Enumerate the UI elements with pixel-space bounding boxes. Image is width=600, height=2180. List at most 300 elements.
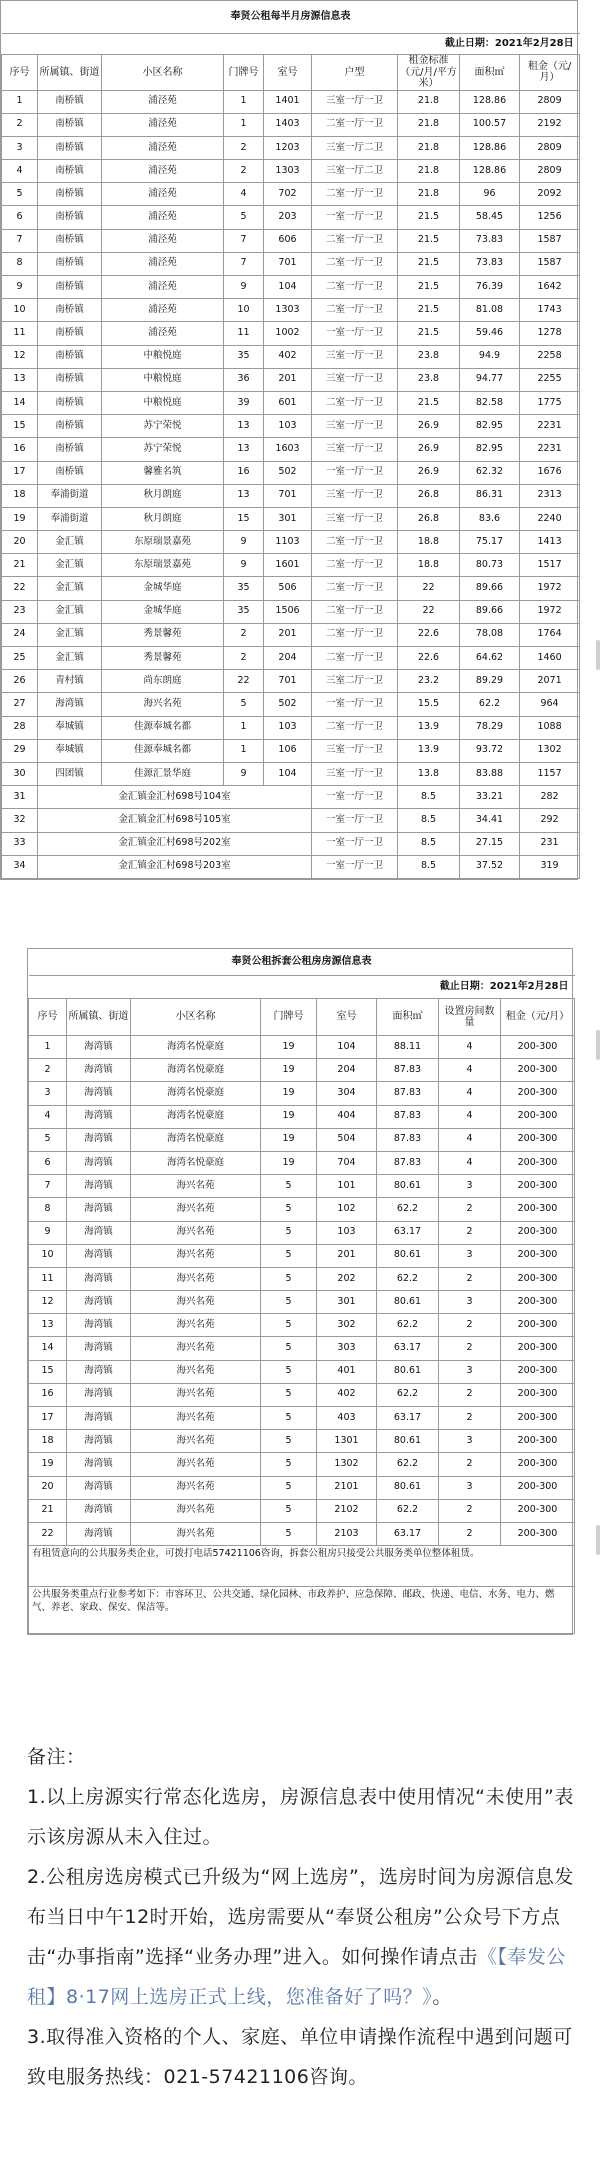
table-cell: 三室二厅一卫 (312, 670, 398, 693)
table-cell: 104 (317, 1036, 377, 1059)
table-cell: 2 (439, 1221, 501, 1244)
table-title: 奉贤公租每半月房源信息表 (2, 1, 580, 34)
table-cell: 104 (264, 276, 312, 299)
table-cell: 苏宁荣悦 (102, 438, 224, 461)
table-cell: 13.9 (398, 716, 460, 739)
table-row (29, 1522, 575, 1545)
table-cell: 三室一厅一卫 (312, 438, 398, 461)
table-cell: 2231 (520, 415, 580, 438)
table-row (2, 832, 580, 855)
table-cell: 一室一厅一卫 (312, 809, 398, 832)
table-cell: 1642 (520, 276, 580, 299)
notes-section (27, 1737, 577, 2097)
table-cell: 5 (261, 1337, 317, 1360)
table-cell: 5 (261, 1383, 317, 1406)
table-cell: 402 (317, 1383, 377, 1406)
table-cell: 101 (317, 1175, 377, 1198)
table-cell: 海兴名苑 (131, 1267, 261, 1290)
table-row (2, 391, 580, 414)
table-cell: 6 (2, 206, 38, 229)
table-cell: 海湾镇 (67, 1522, 131, 1545)
table-cell: 南桥镇 (38, 345, 102, 368)
table-cell: 12 (29, 1291, 67, 1314)
table-cell: 36 (224, 368, 264, 391)
table-cell: 75.17 (460, 531, 520, 554)
table-cell: 23.8 (398, 345, 460, 368)
table-cell: 三室一厅一卫 (312, 762, 398, 785)
table-cell: 海兴名苑 (131, 1244, 261, 1267)
table-row (2, 345, 580, 368)
table-cell: 海兴名苑 (131, 1383, 261, 1406)
table-cell: 2 (224, 136, 264, 159)
table-cell: 9 (224, 531, 264, 554)
table-cell: 26 (2, 670, 38, 693)
table-cell: 16 (2, 438, 38, 461)
table-cell: 南桥镇 (38, 299, 102, 322)
table-cell: 58.45 (460, 206, 520, 229)
table-cell: 200-300 (501, 1221, 575, 1244)
table-cell: 5 (261, 1244, 317, 1267)
table-row (2, 276, 580, 299)
notes-heading: 备注： (27, 1746, 86, 1768)
scroll-indicator[interactable] (596, 640, 600, 670)
table-cell: 1460 (520, 647, 580, 670)
table-cell: 1103 (264, 531, 312, 554)
table-cell: 中粮悦庭 (102, 345, 224, 368)
table-footnote: 有租赁意向的公共服务类企业，可拨打电话57421106咨询，拆套公租房只接受公共服务类单位整体租赁。 (29, 1546, 575, 1587)
table-cell: 1743 (520, 299, 580, 322)
table-cell: 2 (439, 1198, 501, 1221)
table-cell: 佳源汇景华庭 (102, 762, 224, 785)
table-cell: 2 (2, 113, 38, 136)
table-cell: 1157 (520, 762, 580, 785)
table-cell: 62.2 (377, 1453, 439, 1476)
table-cell: 奉城镇 (38, 716, 102, 739)
table-cell: 22 (29, 1522, 67, 1545)
table-cell: 2809 (520, 90, 580, 113)
table-cell: 82.95 (460, 438, 520, 461)
table-cell: 18 (2, 484, 38, 507)
table-row (2, 762, 580, 785)
table-cell: 海兴名苑 (131, 1337, 261, 1360)
table-cell: 4 (439, 1036, 501, 1059)
table-cell: 海湾镇 (67, 1175, 131, 1198)
table-cell: 一室一厅一卫 (312, 322, 398, 345)
table-cell: 200-300 (501, 1059, 575, 1082)
table-row (2, 113, 580, 136)
table-body (29, 1036, 575, 1546)
table-cell: 金城华庭 (102, 600, 224, 623)
table-cell: 34.41 (460, 809, 520, 832)
table-cell: 62.2 (377, 1383, 439, 1406)
table-cell: 海湾镇 (38, 693, 102, 716)
table-cell: 403 (317, 1407, 377, 1430)
table-cell: 1506 (264, 600, 312, 623)
table-cell: 二室一厅一卫 (312, 554, 398, 577)
table-cell: 200-300 (501, 1036, 575, 1059)
table-cell: 22.6 (398, 647, 460, 670)
table-cell: 1002 (264, 322, 312, 345)
table-cell: 二室一厅一卫 (312, 623, 398, 646)
table-cell: 5 (261, 1267, 317, 1290)
table-cell: 海兴名苑 (102, 693, 224, 716)
table-cell: 2809 (520, 160, 580, 183)
table-cell: 2 (439, 1522, 501, 1545)
table-cell: 海兴名苑 (131, 1175, 261, 1198)
table-cell: 19 (2, 507, 38, 530)
table-cell: 26.9 (398, 461, 460, 484)
table-cell: 22 (398, 577, 460, 600)
table-cell: 海湾镇 (67, 1198, 131, 1221)
table-cell: 馨雅名筑 (102, 461, 224, 484)
table-cell: 200-300 (501, 1198, 575, 1221)
table-cell: 1302 (317, 1453, 377, 1476)
article-link[interactable]: 《【奉发公租】8·17网上选房正式上线，您准备好了吗？》 (27, 1946, 566, 2008)
table-cell: 10 (224, 299, 264, 322)
table-cell: 秀景馨苑 (102, 647, 224, 670)
table-cell: 海兴名苑 (131, 1314, 261, 1337)
table-cell: 4 (439, 1105, 501, 1128)
table-row (2, 670, 580, 693)
table-cell: 200-300 (501, 1407, 575, 1430)
table-cell: 87.83 (377, 1082, 439, 1105)
table-cell: 81.08 (460, 299, 520, 322)
table-cell: 21.8 (398, 160, 460, 183)
table-cell: 19 (261, 1082, 317, 1105)
table-row (29, 1383, 575, 1406)
table-cell: 三室一厅二卫 (312, 136, 398, 159)
table-cell: 三室一厅一卫 (312, 739, 398, 762)
note-item-3: 3.取得准入资格的个人、家庭、单位申请操作流程中遇到问题可致电服务热线：021-57421106咨询。 (27, 2026, 573, 2088)
table-cell: 4 (439, 1059, 501, 1082)
column-header: 租金标准（元/月/平方米） (398, 55, 460, 91)
table-cell: 59.46 (460, 322, 520, 345)
table-cell: 200-300 (501, 1337, 575, 1360)
table-cell: 13 (2, 368, 38, 391)
table-cell: 204 (317, 1059, 377, 1082)
table-row (29, 1453, 575, 1476)
table-cell: 2092 (520, 183, 580, 206)
table-cell: 2 (224, 160, 264, 183)
table-row (2, 136, 580, 159)
table-cell: 32 (2, 809, 38, 832)
table-cell: 5 (261, 1499, 317, 1522)
table-cell: 63.17 (377, 1407, 439, 1430)
column-header: 租金（元/月） (501, 999, 575, 1036)
table-cell: 201 (264, 623, 312, 646)
table-cell: 三室一厅一卫 (312, 484, 398, 507)
table-cell: 7 (224, 229, 264, 252)
table-row (29, 1314, 575, 1337)
table-cell: 14 (2, 391, 38, 414)
table-cell: 1303 (264, 160, 312, 183)
table-cell: 金汇镇 (38, 554, 102, 577)
table-cell: 80.73 (460, 554, 520, 577)
table-row (29, 1476, 575, 1499)
table-cell: 601 (264, 391, 312, 414)
table-cell: 南桥镇 (38, 136, 102, 159)
table-cell: 1587 (520, 252, 580, 275)
table-row (2, 461, 580, 484)
table-cell: 103 (264, 716, 312, 739)
table-cell: 奉城镇 (38, 739, 102, 762)
table-cell: 海湾镇 (67, 1221, 131, 1244)
table-cell: 402 (264, 345, 312, 368)
column-header: 户型 (312, 55, 398, 91)
table-cell: 1 (224, 90, 264, 113)
table-footnote: 公共服务类重点行业参考如下：市容环卫、公共交通、绿化园林、市政养护、应急保障、邮政、快递、电信、水务、电力、燃气、养老、家政、保安、保洁等。 (29, 1587, 575, 1634)
table-cell: 89.66 (460, 600, 520, 623)
table-row (29, 1407, 575, 1430)
table-cell: 82.95 (460, 415, 520, 438)
table-cell: 23 (2, 600, 38, 623)
table-cell: 22 (398, 600, 460, 623)
table-cell: 2 (439, 1267, 501, 1290)
column-header: 租金（元/月） (520, 55, 580, 91)
table-cell: 3 (439, 1476, 501, 1499)
table-cell: 海湾名悦豪庭 (131, 1082, 261, 1105)
table-cell: 200-300 (501, 1360, 575, 1383)
table-cell: 200-300 (501, 1291, 575, 1314)
table-cell: 200-300 (501, 1499, 575, 1522)
table-cell: 8.5 (398, 809, 460, 832)
table-cell: 13.9 (398, 739, 460, 762)
table-row (2, 368, 580, 391)
table-cell: 5 (261, 1175, 317, 1198)
table-cell: 80.61 (377, 1244, 439, 1267)
table-cell: 73.83 (460, 252, 520, 275)
table-cell: 一室一厅一卫 (312, 786, 398, 809)
table-cell: 5 (261, 1360, 317, 1383)
table-cell: 21.8 (398, 183, 460, 206)
table-cell: 2255 (520, 368, 580, 391)
table-cell: 200-300 (501, 1175, 575, 1198)
table-cell: 海兴名苑 (131, 1291, 261, 1314)
table-cell: 南桥镇 (38, 461, 102, 484)
table-cell: 海湾镇 (67, 1059, 131, 1082)
table-cell: 1972 (520, 600, 580, 623)
header-row (2, 55, 580, 91)
table-cell: 200-300 (501, 1430, 575, 1453)
table-cell: 浦泾苑 (102, 252, 224, 275)
table-row (29, 1128, 575, 1151)
table-cell: 浦泾苑 (102, 160, 224, 183)
table-row (2, 739, 580, 762)
table-cell: 200-300 (501, 1128, 575, 1151)
table-cell: 14 (29, 1337, 67, 1360)
table-cell: 24 (2, 623, 38, 646)
table-cell: 海湾镇 (67, 1151, 131, 1174)
table-cell: 15.5 (398, 693, 460, 716)
table-cell: 201 (264, 368, 312, 391)
table-cell: 15 (2, 415, 38, 438)
table-cell: 金汇镇 (38, 623, 102, 646)
table-cell: 18 (29, 1430, 67, 1453)
note-item-2-end: 。 (432, 1986, 452, 2008)
table-cell: 9 (2, 276, 38, 299)
table-row (2, 206, 580, 229)
table-cell: 27 (2, 693, 38, 716)
table-cell: 64.62 (460, 647, 520, 670)
table-row (2, 554, 580, 577)
table-cell: 8 (2, 252, 38, 275)
table-cell: 苏宁荣悦 (102, 415, 224, 438)
table-cell: 18.8 (398, 554, 460, 577)
table-row (2, 299, 580, 322)
table-row (29, 1499, 575, 1522)
table-cell: 35 (224, 345, 264, 368)
table-row (2, 415, 580, 438)
table-cell: 5 (261, 1291, 317, 1314)
table-cell: 22 (2, 577, 38, 600)
table-cell: 16 (224, 461, 264, 484)
table-cell: 404 (317, 1105, 377, 1128)
table-row (29, 1430, 575, 1453)
table-cell: 39 (224, 391, 264, 414)
table-cell: 金汇镇金汇村698号203室 (38, 855, 312, 878)
table-cell: 金汇镇金汇村698号202室 (38, 832, 312, 855)
table-cell: 5 (261, 1407, 317, 1430)
table-cell: 3 (439, 1360, 501, 1383)
table-cell: 63.17 (377, 1522, 439, 1545)
table-cell: 二室一厅一卫 (312, 577, 398, 600)
cutoff-date: 截止日期：2021年2月28日 (2, 34, 580, 55)
table-cell: 100.57 (460, 113, 520, 136)
table-cell: 93.72 (460, 739, 520, 762)
table-cell: 301 (264, 507, 312, 530)
table-cell: 103 (317, 1221, 377, 1244)
table-cell: 金汇镇 (38, 531, 102, 554)
table-cell: 金汇镇 (38, 577, 102, 600)
table-cell: 南桥镇 (38, 391, 102, 414)
table-cell: 海湾镇 (67, 1267, 131, 1290)
table-cell: 62.2 (377, 1314, 439, 1337)
table-cell: 2101 (317, 1476, 377, 1499)
table-row (2, 507, 580, 530)
table-cell: 二室一厅一卫 (312, 716, 398, 739)
table-cell: 5 (261, 1221, 317, 1244)
table-cell: 5 (29, 1128, 67, 1151)
table-row (29, 1151, 575, 1174)
table-row (2, 322, 580, 345)
table-cell: 奉浦街道 (38, 507, 102, 530)
table-row (2, 531, 580, 554)
table-cell: 63.17 (377, 1221, 439, 1244)
scroll-indicator[interactable] (596, 1525, 600, 1555)
table-cell: 304 (317, 1082, 377, 1105)
table-cell: 62.2 (377, 1198, 439, 1221)
table-cell: 3 (2, 136, 38, 159)
table-cell: 南桥镇 (38, 368, 102, 391)
table-cell: 4 (439, 1082, 501, 1105)
table-cell: 504 (317, 1128, 377, 1151)
table-cell: 78.08 (460, 623, 520, 646)
table-cell: 35 (224, 600, 264, 623)
table-cell: 7 (224, 252, 264, 275)
table-cell: 22.6 (398, 623, 460, 646)
table-cell: 浦泾苑 (102, 299, 224, 322)
table-cell: 海湾名悦豪庭 (131, 1105, 261, 1128)
table-cell: 海兴名苑 (131, 1360, 261, 1383)
table-cell: 1676 (520, 461, 580, 484)
table-cell: 佳源奉城名都 (102, 716, 224, 739)
table-cell: 2258 (520, 345, 580, 368)
table-cell: 秀景馨苑 (102, 623, 224, 646)
table-cell: 2240 (520, 507, 580, 530)
table-row (29, 1175, 575, 1198)
table-cell: 海兴名苑 (131, 1476, 261, 1499)
table-cell: 3 (439, 1291, 501, 1314)
table-cell: 701 (264, 484, 312, 507)
table-cell: 19 (261, 1059, 317, 1082)
table-cell: 502 (264, 461, 312, 484)
table-cell: 21.5 (398, 229, 460, 252)
table-cell: 海湾镇 (67, 1407, 131, 1430)
table-cell: 1401 (264, 90, 312, 113)
table-cell: 一室一厅一卫 (312, 206, 398, 229)
table-cell: 秋月朗庭 (102, 507, 224, 530)
table-row (29, 1082, 575, 1105)
table-cell: 9 (29, 1221, 67, 1244)
scroll-indicator[interactable] (596, 1030, 600, 1060)
table-cell: 浦泾苑 (102, 113, 224, 136)
table-cell: 海湾镇 (67, 1244, 131, 1267)
table-cell: 701 (264, 670, 312, 693)
table-cell: 87.83 (377, 1128, 439, 1151)
table-cell: 1603 (264, 438, 312, 461)
table-cell: 82.58 (460, 391, 520, 414)
table-row (29, 1036, 575, 1059)
table-cell: 金汇镇 (38, 647, 102, 670)
table-cell: 62.2 (460, 693, 520, 716)
table-cell: 二室一厅一卫 (312, 276, 398, 299)
table-cell: 103 (264, 415, 312, 438)
table-cell: 1203 (264, 136, 312, 159)
table-cell: 浦泾苑 (102, 206, 224, 229)
column-header: 小区名称 (131, 999, 261, 1036)
table-cell: 96 (460, 183, 520, 206)
table-cell: 1972 (520, 577, 580, 600)
table-cell: 5 (224, 206, 264, 229)
table-cell: 浦泾苑 (102, 136, 224, 159)
table-cell: 海湾镇 (67, 1291, 131, 1314)
table-cell: 2 (224, 623, 264, 646)
table-cell: 8 (29, 1198, 67, 1221)
table-cell: 南桥镇 (38, 183, 102, 206)
column-header: 门牌号 (224, 55, 264, 91)
table-cell: 80.61 (377, 1175, 439, 1198)
table-cell: 二室一厅一卫 (312, 647, 398, 670)
table-cell: 62.2 (377, 1499, 439, 1522)
table-cell: 南桥镇 (38, 229, 102, 252)
table-row (2, 855, 580, 878)
table-cell: 19 (261, 1128, 317, 1151)
table-cell: 21.5 (398, 252, 460, 275)
table-cell: 200-300 (501, 1383, 575, 1406)
table-cell: 25 (2, 647, 38, 670)
table-cell: 浦泾苑 (102, 322, 224, 345)
column-header: 室号 (317, 999, 377, 1036)
header-row (29, 999, 575, 1036)
table-row (29, 1291, 575, 1314)
table-cell: 二室一厅一卫 (312, 183, 398, 206)
table-cell: 21.5 (398, 391, 460, 414)
table-cell: 201 (317, 1244, 377, 1267)
table-cell: 13 (29, 1314, 67, 1337)
table-cell: 21.8 (398, 136, 460, 159)
table-cell: 三室一厅一卫 (312, 415, 398, 438)
table-cell: 4 (29, 1105, 67, 1128)
